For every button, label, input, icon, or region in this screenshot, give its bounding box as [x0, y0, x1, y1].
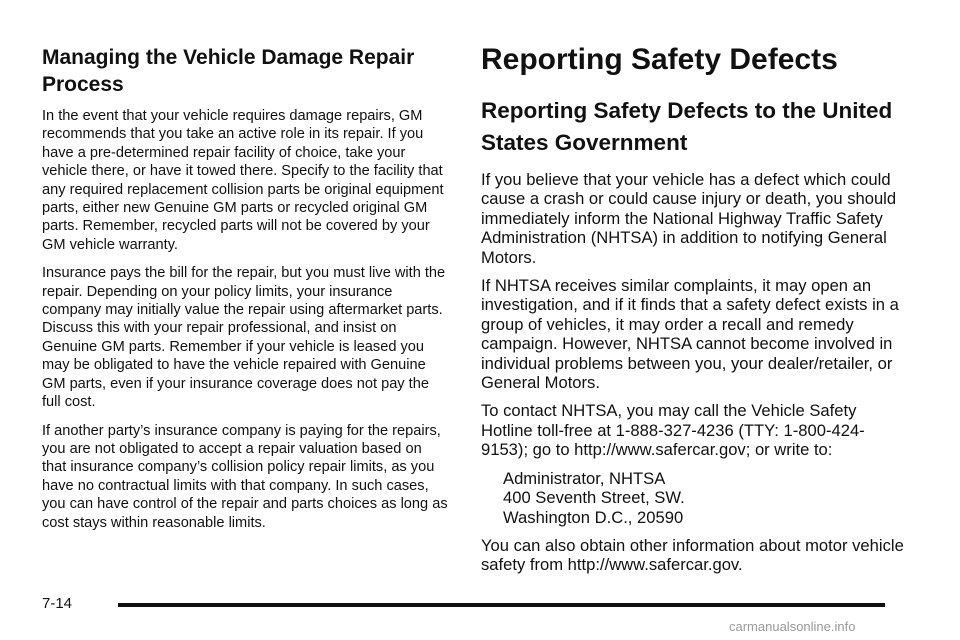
paragraph-report-2: If NHTSA receives similar complaints, it may open an investigation, and if it finds that a safety defect exists in a group of vehicles, it may order a recall and remedy campaign. However, NHTSA cannot become involved in individual problems between you, your dealer/retailer, or General Motors.: [481, 276, 899, 393]
address-line: Administrator, NHTSA: [503, 468, 666, 488]
watermark: carmanualsonline.info: [729, 619, 856, 634]
left-column: [42, 44, 450, 542]
right-column: [481, 40, 911, 584]
section-heading-reporting-government: Reporting Safety Defects to the United States Government: [481, 98, 893, 155]
nhtsa-address: [503, 469, 911, 527]
paragraph-damage-repair-1: In the event that your vehicle requires damage repairs, GM recommends that you take an active role in its repair. If you have a pre-determined repair facility of choice, take your vehicle there, or have it towed there. Specify to the facility that any required replacement collision parts be original equipment parts, either new Genuine GM parts or recycled original GM parts. Remember, recycled parts will not be covered by your GM vehicle warranty.: [42, 108, 444, 253]
paragraph-report-closing: You can also obtain other information about motor vehicle safety from http://www.safercar.gov.: [481, 535, 904, 575]
paragraph-damage-repair-2: Insurance pays the bill for the repair, but you must live with the repair. Depending on your policy limits, your insurance company may initially value the repair using aftermarket parts. Discuss this with your repair professional, and insist on Genuine GM parts. Remember if your vehicle is leased you may be obligated to have the vehicle repaired with Genuine GM parts, even if your insurance coverage does not pay the full cost.: [42, 265, 446, 411]
paragraph-report-1: If you believe that your vehicle has a defect which could cause a crash or could cause injury or death, you should immediately inform the National Highway Traffic Safety Administration (NHTSA) in addition to notifying General Motors.: [481, 170, 897, 267]
address-line: Washington D.C., 20590: [503, 507, 684, 527]
section-heading-damage-repair: Managing the Vehicle Damage Repair Process: [42, 46, 415, 96]
page-title: Reporting Safety Defects: [481, 43, 838, 76]
page-number: 7-14: [42, 595, 73, 612]
footer-rule: [118, 603, 885, 607]
address-line: 400 Seventh Street, SW.: [503, 488, 685, 508]
paragraph-report-3: To contact NHTSA, you may call the Vehicle Safety Hotline toll-free at 1-888-327-4236 (TTY: 1-800-424-9153); go to http://www.safercar.gov; or write to:: [481, 401, 865, 460]
paragraph-damage-repair-3: If another party’s insurance company is paying for the repairs, you are not obligated to accept a repair valuation based on that insurance company’s collision policy repair limits, as you have no contractual limits with that company. In such cases, you can have control of the repair and parts choices as long as cost stays within reasonable limits.: [42, 422, 448, 531]
